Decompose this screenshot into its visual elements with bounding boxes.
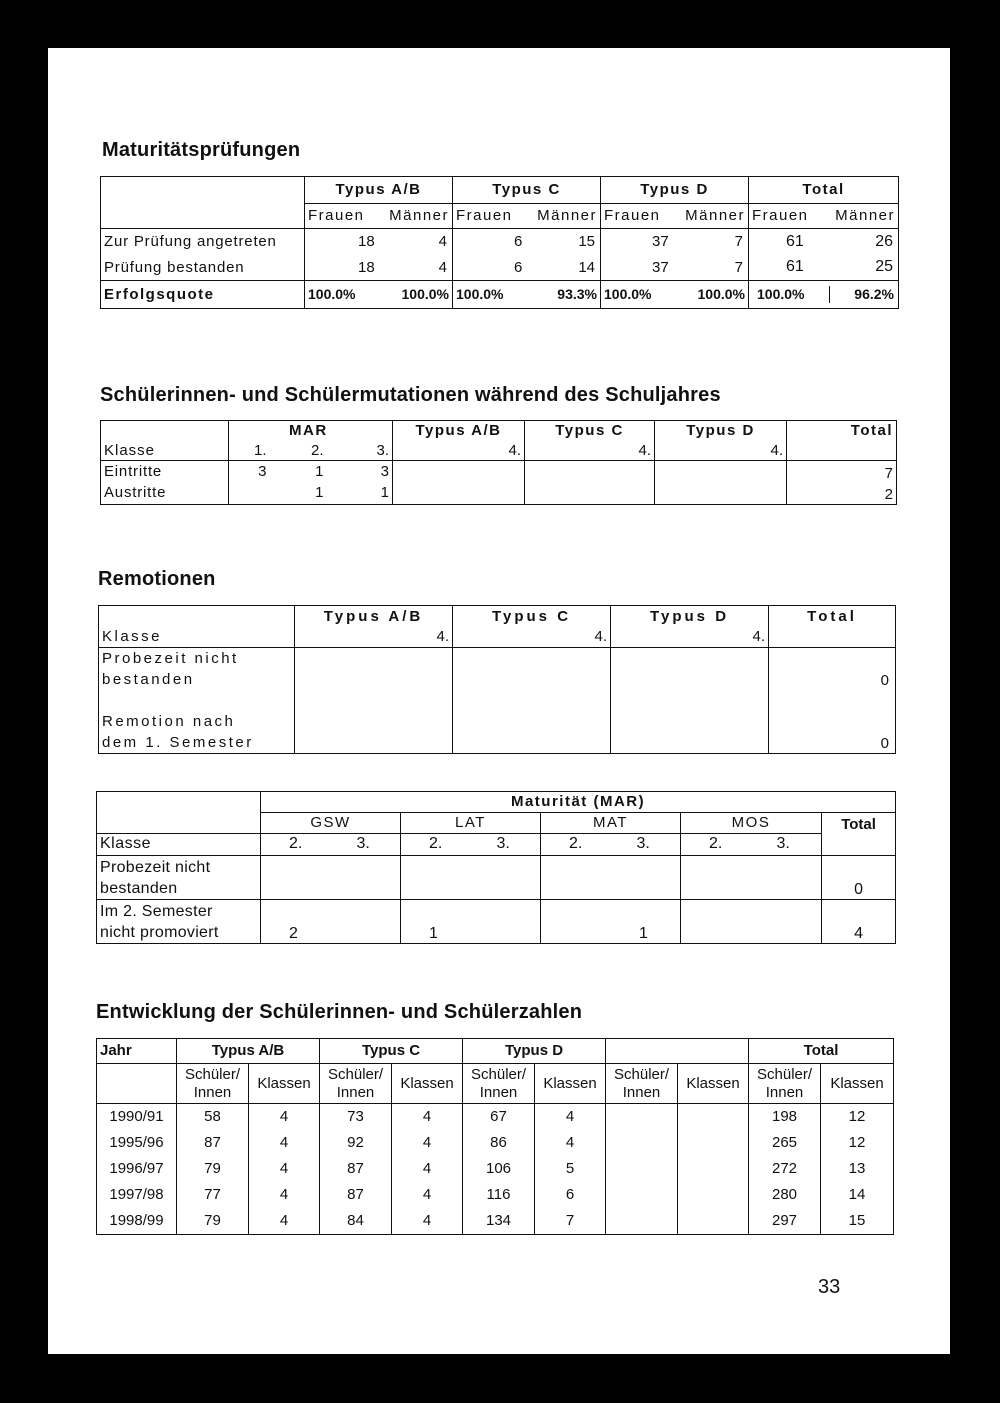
group-header: Total bbox=[749, 1039, 894, 1064]
cell: 2 bbox=[261, 900, 401, 944]
group-header: Typus C bbox=[453, 606, 611, 627]
class-4: 4. bbox=[655, 441, 787, 461]
row-label: Remotion nach dem 1. Semester bbox=[99, 711, 295, 754]
group-header: Typus A/B bbox=[305, 177, 453, 204]
cell bbox=[678, 1130, 749, 1156]
cell-total: 0 bbox=[769, 648, 896, 711]
cell: 26 bbox=[875, 232, 893, 250]
cell bbox=[678, 1104, 749, 1130]
cell-total: 0 bbox=[822, 856, 896, 900]
cell: 100.0% bbox=[401, 286, 449, 303]
cell: 134 bbox=[463, 1208, 535, 1235]
cell: 4 bbox=[392, 1130, 463, 1156]
cell bbox=[229, 482, 281, 504]
class-3: 3. bbox=[336, 441, 393, 461]
cell: 92 bbox=[320, 1130, 392, 1156]
group-header: Typus C bbox=[453, 177, 601, 204]
cell: 4 bbox=[249, 1104, 320, 1130]
class-2: 2. bbox=[261, 834, 331, 856]
cell bbox=[606, 1130, 678, 1156]
group-header: Typus A/B bbox=[295, 606, 453, 627]
subhead-frauen: Frauen bbox=[308, 207, 365, 225]
cell: 6 bbox=[514, 233, 523, 251]
group-header-empty bbox=[606, 1039, 749, 1064]
cell bbox=[681, 856, 822, 900]
group-header: Typus D bbox=[655, 421, 787, 441]
cell: 73 bbox=[320, 1104, 392, 1130]
sub-klassen: Klassen bbox=[821, 1064, 894, 1104]
cell bbox=[541, 856, 681, 900]
cell: 1 bbox=[281, 482, 336, 504]
cell: 4 bbox=[249, 1208, 320, 1235]
class-4: 4. bbox=[611, 627, 769, 648]
cell: 18 bbox=[358, 233, 375, 251]
group-header: Typus C bbox=[525, 421, 655, 441]
cell: 6 bbox=[514, 258, 523, 276]
cell: 15 bbox=[821, 1208, 894, 1235]
cell: 13 bbox=[821, 1156, 894, 1182]
document-page bbox=[48, 48, 950, 1354]
cell: 4 bbox=[392, 1156, 463, 1182]
subhead-maenner: Männer bbox=[835, 207, 895, 225]
group-header: MAR bbox=[229, 421, 393, 441]
cell: 37 bbox=[652, 258, 669, 276]
cell-total: 0 bbox=[769, 711, 896, 754]
cell: 1 bbox=[401, 900, 541, 944]
cell: 100.0% bbox=[456, 286, 504, 303]
sub-klassen: Klassen bbox=[535, 1064, 606, 1104]
section-title-maturitaetspruefungen: Maturitätsprüfungen bbox=[102, 139, 301, 161]
cell: 25 bbox=[875, 258, 893, 276]
cell-total: 2 bbox=[787, 482, 897, 504]
sub-klassen: Klassen bbox=[678, 1064, 749, 1104]
table-maturitaetspruefungen bbox=[100, 176, 899, 309]
cell: 4 bbox=[249, 1182, 320, 1208]
class-3: 3. bbox=[331, 834, 401, 856]
cell: 87 bbox=[320, 1182, 392, 1208]
cell: 100.0% bbox=[308, 286, 356, 303]
cell: 4 bbox=[535, 1130, 606, 1156]
cell: 77 bbox=[177, 1182, 249, 1208]
section-title-mutationen: Schülerinnen- und Schülermutationen während des Schuljahres bbox=[100, 384, 721, 406]
cell: 116 bbox=[463, 1182, 535, 1208]
table-maturitaet-mar bbox=[96, 791, 896, 944]
cell bbox=[606, 1208, 678, 1235]
cell: 61 bbox=[786, 232, 804, 250]
jahr-cell: 1998/99 bbox=[97, 1208, 177, 1235]
cell: 100.0% bbox=[697, 286, 745, 303]
cell: 106 bbox=[463, 1156, 535, 1182]
cell bbox=[606, 1182, 678, 1208]
sub-klassen: Klassen bbox=[392, 1064, 463, 1104]
class-3: 3. bbox=[751, 834, 822, 856]
cell: 61 bbox=[786, 258, 804, 276]
total-header: Total bbox=[822, 813, 896, 856]
cell: 12 bbox=[821, 1130, 894, 1156]
table-mutationen bbox=[100, 420, 897, 505]
cell: 4 bbox=[392, 1208, 463, 1235]
class-4: 4. bbox=[453, 627, 611, 648]
klasse-label: Klasse bbox=[101, 441, 229, 461]
section-title-entwicklung: Entwicklung der Schülerinnen- und Schülerzahlen bbox=[96, 1001, 583, 1023]
cell bbox=[678, 1156, 749, 1182]
row-label-erfolgsquote: Erfolgsquote bbox=[101, 281, 305, 309]
group-header: Total bbox=[787, 421, 897, 441]
cell: 5 bbox=[535, 1156, 606, 1182]
cell bbox=[261, 856, 401, 900]
sub-schueler: Schüler/ Innen bbox=[749, 1064, 821, 1104]
cell: 84 bbox=[320, 1208, 392, 1235]
cell: 4 bbox=[438, 233, 447, 251]
group-gsw: GSW bbox=[261, 813, 401, 834]
row-label: Im 2. Semester nicht promoviert bbox=[97, 900, 261, 944]
cell: 14 bbox=[578, 258, 595, 276]
group-header: Typus A/B bbox=[177, 1039, 320, 1064]
row-label: Probezeit nicht bestanden bbox=[97, 856, 261, 900]
cell bbox=[681, 900, 822, 944]
class-2: 2. bbox=[401, 834, 471, 856]
cell: 4 bbox=[249, 1156, 320, 1182]
cell: 3 bbox=[336, 461, 393, 483]
cell: 67 bbox=[463, 1104, 535, 1130]
group-header: Typus D bbox=[463, 1039, 606, 1064]
jahr-header: Jahr bbox=[97, 1039, 177, 1064]
cell: 79 bbox=[177, 1208, 249, 1235]
cell: 58 bbox=[177, 1104, 249, 1130]
page-number: 33 bbox=[818, 1276, 841, 1298]
cell-total: 7 bbox=[787, 461, 897, 483]
cell: 93.3% bbox=[557, 286, 597, 303]
cell: 1 bbox=[541, 900, 681, 944]
section-title-remotionen: Remotionen bbox=[98, 568, 216, 590]
row-label: Zur Prüfung angetreten bbox=[101, 229, 305, 255]
group-header: Total bbox=[749, 177, 899, 204]
table-remotionen bbox=[98, 605, 896, 754]
jahr-cell: 1990/91 bbox=[97, 1104, 177, 1130]
cell: 198 bbox=[749, 1104, 821, 1130]
group-header: Typus D bbox=[611, 606, 769, 627]
class-2: 2. bbox=[541, 834, 611, 856]
cell bbox=[401, 856, 541, 900]
class-3: 3. bbox=[471, 834, 541, 856]
group-lat: LAT bbox=[401, 813, 541, 834]
subhead-frauen: Frauen bbox=[456, 207, 513, 225]
class-2: 2. bbox=[681, 834, 751, 856]
sub-schueler: Schüler/ Innen bbox=[463, 1064, 535, 1104]
cell bbox=[606, 1156, 678, 1182]
group-header: Typus D bbox=[601, 177, 749, 204]
subhead-frauen: Frauen bbox=[604, 207, 661, 225]
cell: 7 bbox=[535, 1208, 606, 1235]
group-mos: MOS bbox=[681, 813, 822, 834]
jahr-cell: 1997/98 bbox=[97, 1182, 177, 1208]
sub-klassen: Klassen bbox=[249, 1064, 320, 1104]
cell: 1 bbox=[336, 482, 393, 504]
class-3: 3. bbox=[611, 834, 681, 856]
group-mat: MAT bbox=[541, 813, 681, 834]
cell: 6 bbox=[535, 1182, 606, 1208]
cell: 18 bbox=[358, 258, 375, 276]
cell: 4 bbox=[392, 1104, 463, 1130]
cell: 100.0% bbox=[749, 286, 830, 302]
cell: 265 bbox=[749, 1130, 821, 1156]
cell: 272 bbox=[749, 1156, 821, 1182]
cell: 79 bbox=[177, 1156, 249, 1182]
cell: 7 bbox=[734, 258, 743, 276]
cell: 86 bbox=[463, 1130, 535, 1156]
klasse-label: Klasse bbox=[97, 834, 261, 856]
cell: 7 bbox=[734, 233, 743, 251]
jahr-cell: 1995/96 bbox=[97, 1130, 177, 1156]
cell-total: 4 bbox=[822, 900, 896, 944]
row-label: Eintritte bbox=[101, 461, 229, 483]
mar-header: Maturität (MAR) bbox=[261, 792, 896, 813]
subhead-maenner: Männer bbox=[389, 207, 449, 225]
cell: 87 bbox=[177, 1130, 249, 1156]
subhead-maenner: Männer bbox=[685, 207, 745, 225]
cell: 4 bbox=[392, 1182, 463, 1208]
subhead-maenner: Männer bbox=[537, 207, 597, 225]
class-4: 4. bbox=[295, 627, 453, 648]
class-2: 2. bbox=[281, 441, 336, 461]
group-header: Typus A/B bbox=[393, 421, 525, 441]
cell: 87 bbox=[320, 1156, 392, 1182]
cell bbox=[678, 1182, 749, 1208]
group-header: Typus C bbox=[320, 1039, 463, 1064]
cell: 14 bbox=[821, 1182, 894, 1208]
class-4: 4. bbox=[393, 441, 525, 461]
group-header: Total bbox=[769, 606, 896, 627]
cell bbox=[606, 1104, 678, 1130]
klasse-label: Klasse bbox=[99, 627, 295, 648]
row-label: Probezeit nicht bestanden bbox=[99, 648, 295, 711]
cell: 1 bbox=[281, 461, 336, 483]
cell: 96.2% bbox=[854, 286, 894, 303]
subhead-frauen: Frauen bbox=[752, 207, 809, 225]
cell: 100.0% bbox=[604, 286, 652, 303]
cell: 4 bbox=[249, 1130, 320, 1156]
cell: 4 bbox=[438, 258, 447, 276]
cell: 12 bbox=[821, 1104, 894, 1130]
row-label: Austritte bbox=[101, 482, 229, 504]
cell: 4 bbox=[535, 1104, 606, 1130]
cell: 297 bbox=[749, 1208, 821, 1235]
sub-schueler: Schüler/ Innen bbox=[606, 1064, 678, 1104]
cell: 37 bbox=[652, 233, 669, 251]
sub-schueler: Schüler/ Innen bbox=[177, 1064, 249, 1104]
jahr-cell: 1996/97 bbox=[97, 1156, 177, 1182]
table-entwicklung bbox=[96, 1038, 894, 1235]
cell: 15 bbox=[578, 233, 595, 251]
cell: 280 bbox=[749, 1182, 821, 1208]
sub-schueler: Schüler/ Innen bbox=[320, 1064, 392, 1104]
cell: 3 bbox=[229, 461, 281, 483]
class-1: 1. bbox=[229, 441, 281, 461]
cell bbox=[678, 1208, 749, 1235]
class-4: 4. bbox=[525, 441, 655, 461]
row-label: Prüfung bestanden bbox=[101, 255, 305, 281]
